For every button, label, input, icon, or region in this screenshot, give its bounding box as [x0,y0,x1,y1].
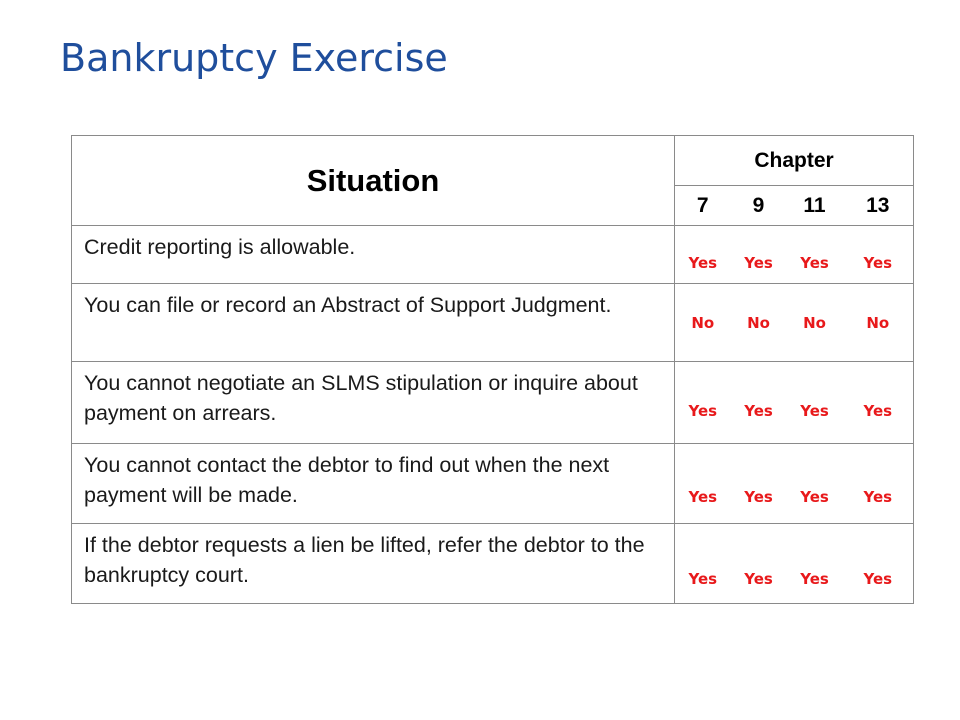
situation-header: Situation [72,136,675,226]
table-row [72,444,914,524]
situation-cell: If the debtor requests a lien be lifted, refer the debtor to the bankruptcy court. [72,524,675,604]
answer-cell: Yes [731,362,787,444]
answer-cell: Yes [787,362,843,444]
answer-cell: Yes [787,226,843,284]
chapter-7-header: 7 [675,186,731,226]
answer-cell: Yes [731,444,787,524]
answer-cell: Yes [731,226,787,284]
answer-cell: No [675,284,731,362]
answer-cell: Yes [843,444,914,524]
answer-cell: Yes [787,524,843,604]
slide-title: Bankruptcy Exercise [60,36,448,80]
situation-cell: You cannot negotiate an SLMS stipulation or inquire about payment on arrears. [72,362,675,444]
answer-cell: No [843,284,914,362]
answer-cell: Yes [675,226,731,284]
answer-cell: Yes [787,444,843,524]
table-row [72,362,914,444]
answer-cell: Yes [843,226,914,284]
chapter-9-header: 9 [731,186,787,226]
answer-cell: Yes [843,362,914,444]
bankruptcy-table [71,135,914,604]
situation-cell: Credit reporting is allowable. [72,226,675,284]
answer-cell: Yes [843,524,914,604]
chapter-11-header: 11 [787,186,843,226]
header-row [72,136,914,186]
situation-cell: You can file or record an Abstract of Support Judgment. [72,284,675,362]
answer-cell: No [731,284,787,362]
answer-cell: No [787,284,843,362]
answer-cell: Yes [675,524,731,604]
chapter-13-header: 13 [843,186,914,226]
table-row [72,226,914,284]
table-row [72,284,914,362]
answer-cell: Yes [731,524,787,604]
table-row [72,524,914,604]
answer-cell: Yes [675,444,731,524]
chapter-header: Chapter [675,136,914,186]
answer-cell: Yes [675,362,731,444]
situation-cell: You cannot contact the debtor to find out when the next payment will be made. [72,444,675,524]
